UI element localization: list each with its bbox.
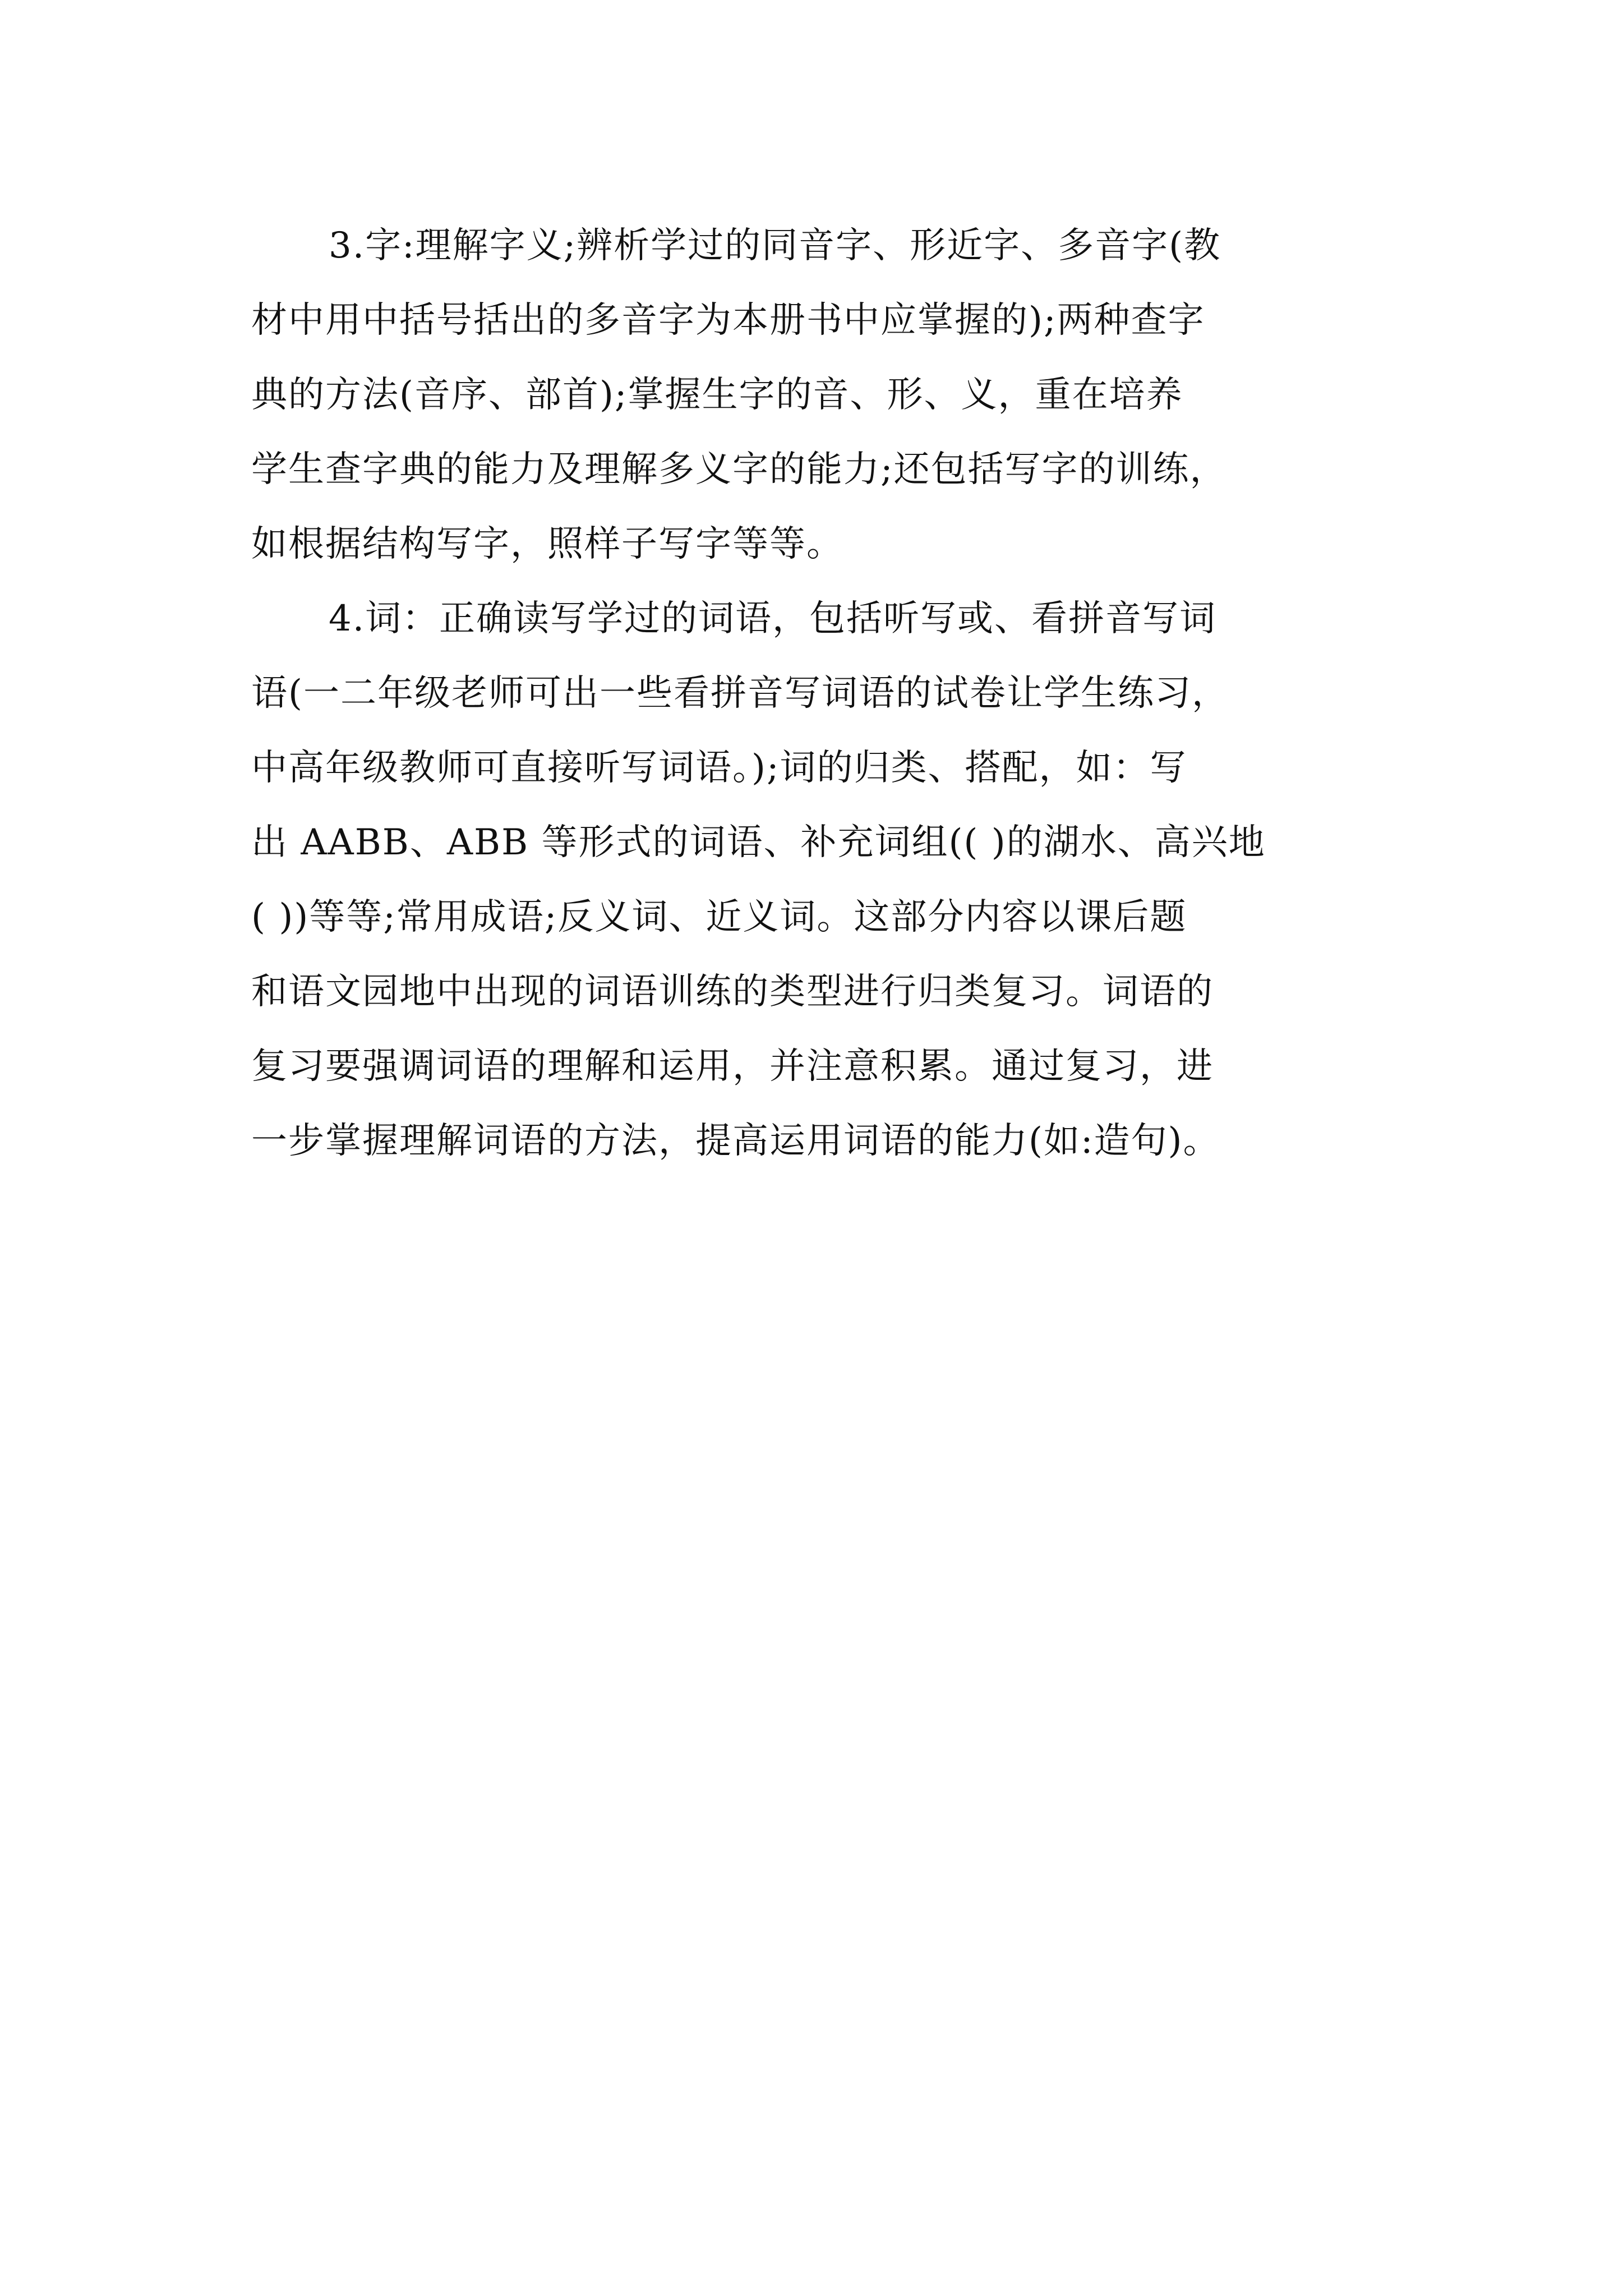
paragraph-line: 一步掌握理解词语的方法，提高运用词语的能力(如:造句)。 bbox=[251, 1120, 1220, 1162]
paragraph-line: 语(一二年级老师可出一些看拼音写词语的试卷让学生练习， bbox=[251, 673, 1229, 714]
paragraph-line: 4.词：正确读写学过的词语，包括听写或、看拼音写词 bbox=[329, 598, 1217, 639]
paragraph-line: 3.字:理解字义;辨析学过的同音字、形近字、多音字(教 bbox=[329, 225, 1221, 266]
paragraph-line: 和语文园地中出现的词语训练的类型进行归类复习。词语的 bbox=[251, 971, 1214, 1013]
paragraph-line: 中高年级教师可直接听写词语。);词的归类、搭配，如：写 bbox=[251, 747, 1187, 789]
paragraph-line: ( ))等等;常用成语;反义词、近义词。这部分内容以课后题 bbox=[251, 896, 1187, 938]
paragraph-line: 典的方法(音序、部首);掌握生字的音、形、义，重在培养 bbox=[251, 374, 1183, 416]
document-body bbox=[251, 209, 1418, 1179]
paragraph-line: 如根据结构写字，照样子写字等等。 bbox=[251, 523, 843, 565]
paragraph-word bbox=[251, 582, 1418, 1179]
paragraph-line: 材中用中括号括出的多音字为本册书中应掌握的);两种查字 bbox=[251, 300, 1205, 341]
paragraph-line: 出 AABB、ABB 等形式的词语、补充词组(( )的湖水、高兴地 bbox=[251, 822, 1266, 863]
paragraph-character bbox=[251, 209, 1418, 582]
paragraph-line: 学生查字典的能力及理解多义字的能力;还包括写字的训练， bbox=[251, 449, 1227, 490]
paragraph-line: 复习要强调词语的理解和运用，并注意积累。通过复习，进 bbox=[251, 1046, 1214, 1087]
